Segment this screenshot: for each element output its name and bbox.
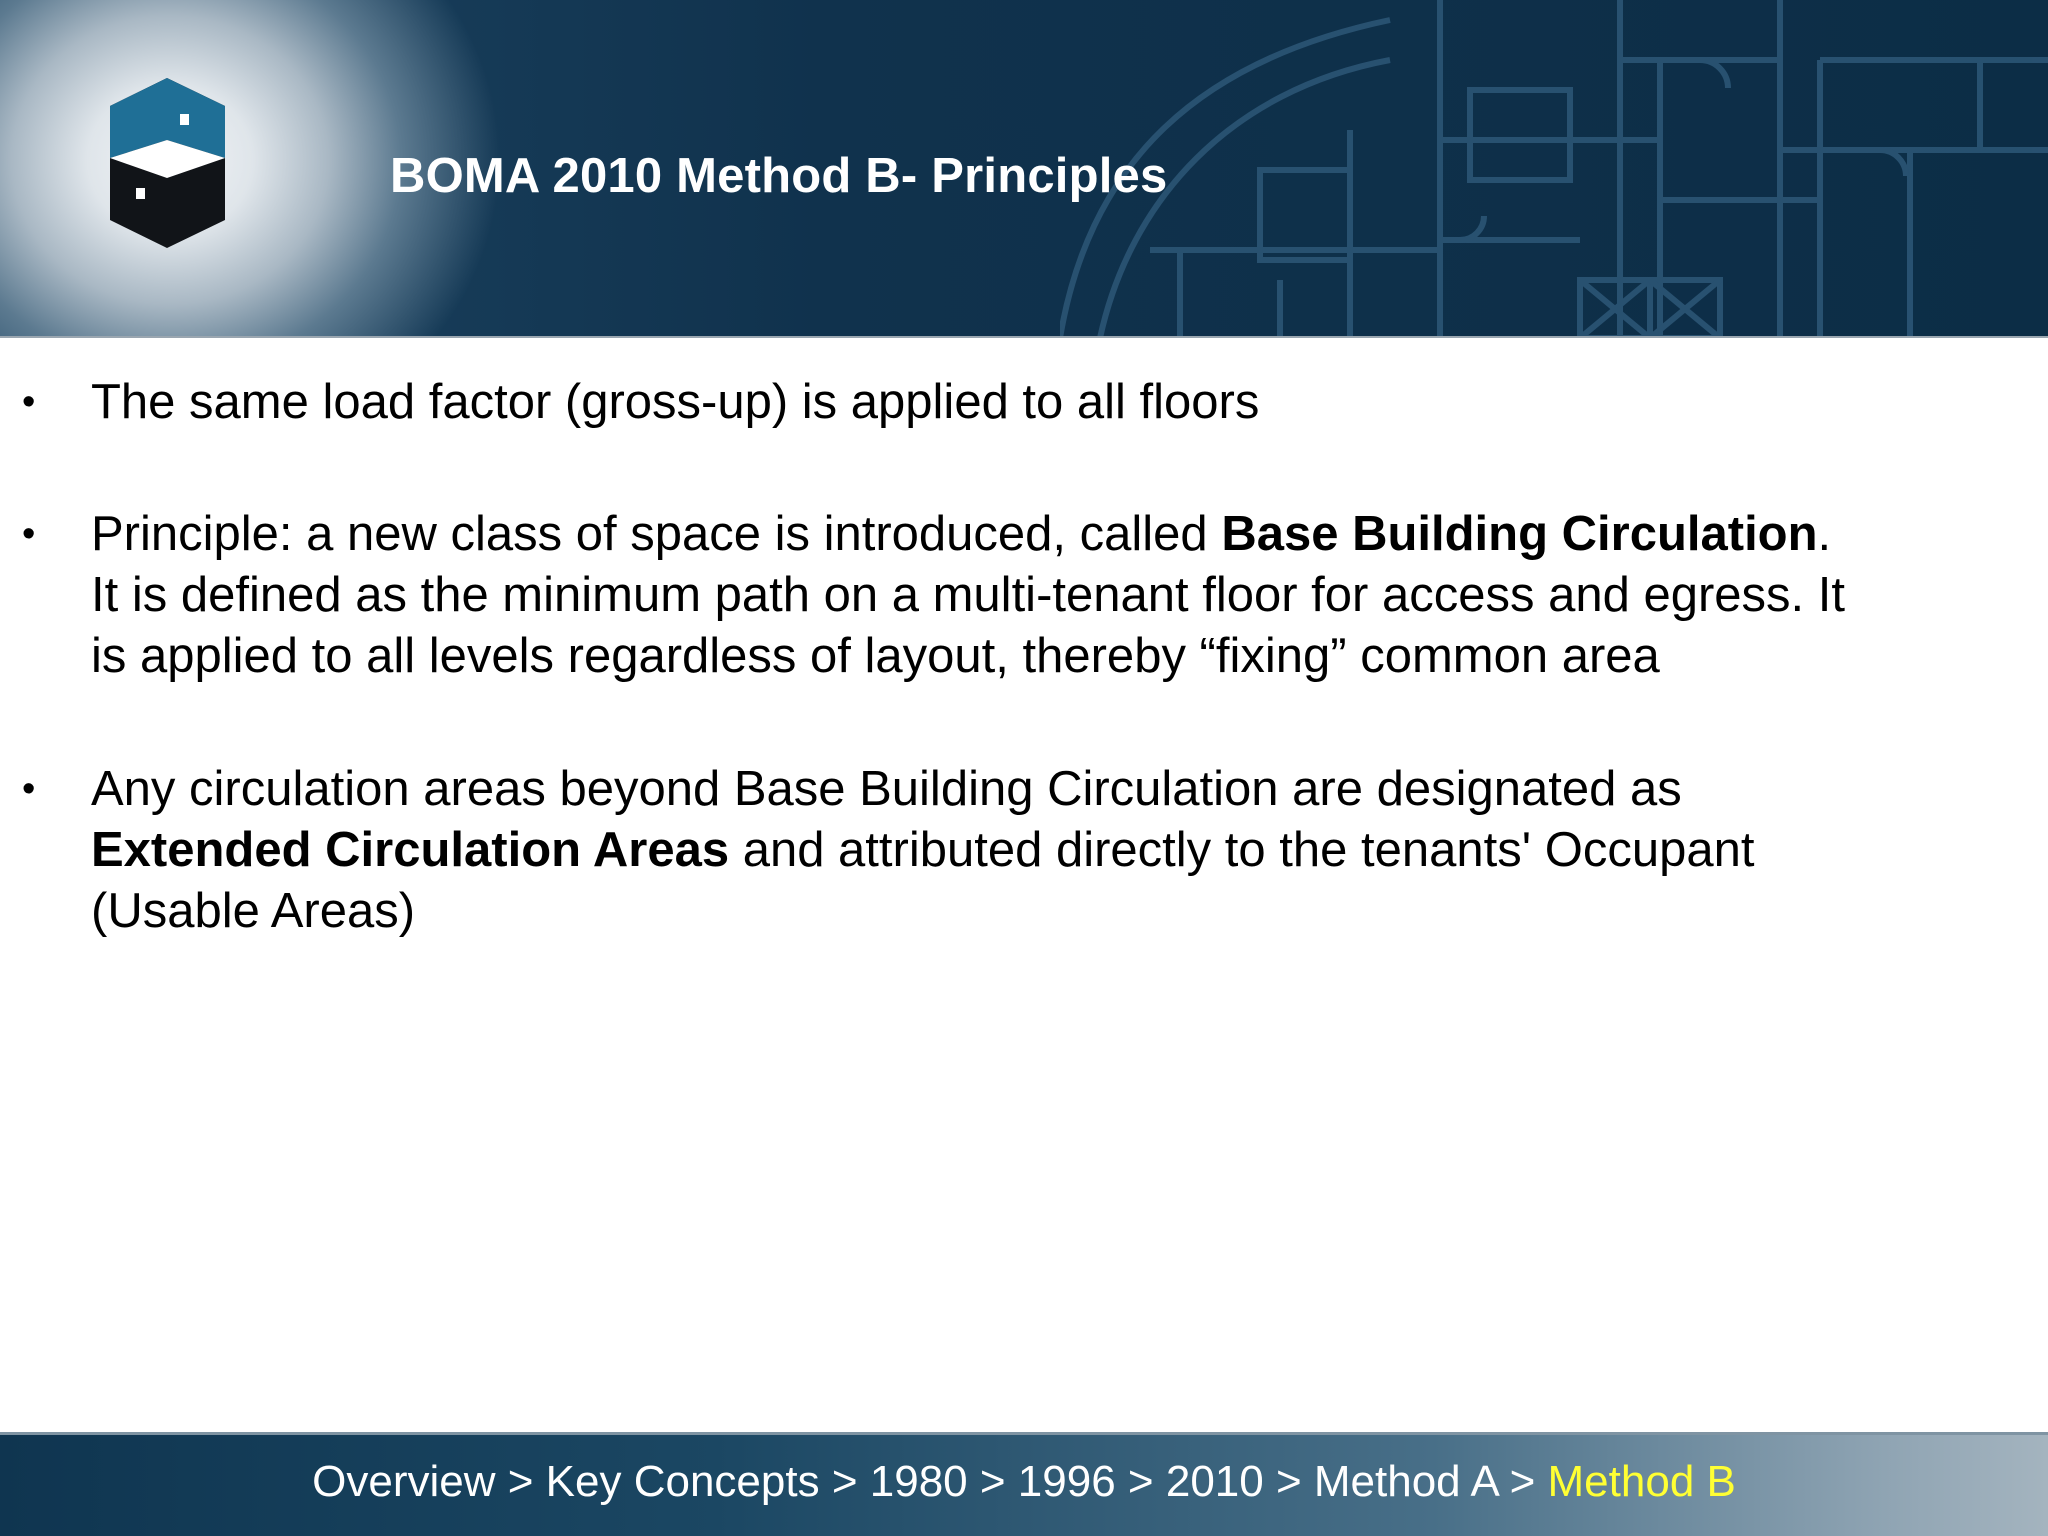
bullet-text <box>91 759 2041 942</box>
bullet-line: It is defined as the minimum path on a multi-tenant floor for access and egress. It <box>91 568 1845 622</box>
slide-title: BOMA 2010 Method B- Principles <box>390 149 1168 203</box>
bullet-text <box>91 504 2041 687</box>
bullet-text-span: Principle: a new class of space is introduced, called <box>91 507 1222 561</box>
bullet-line: (Usable Areas) <box>91 884 416 938</box>
breadcrumb-separator: > <box>967 1457 1018 1506</box>
company-logo <box>110 78 225 248</box>
breadcrumb-method-a[interactable]: Method A <box>1313 1457 1498 1506</box>
breadcrumb-2010[interactable]: 2010 <box>1165 1457 1264 1506</box>
bullet-text-span: and attributed directly to the tenants' Occupant <box>729 823 1755 877</box>
breadcrumb-separator: > <box>1115 1457 1166 1506</box>
breadcrumb-separator: > <box>495 1457 546 1506</box>
breadcrumb-separator: > <box>1263 1457 1314 1506</box>
breadcrumb-1980[interactable]: 1980 <box>869 1457 968 1506</box>
bullet-text-span: . <box>1817 507 1832 561</box>
bullet-line <box>91 504 2041 565</box>
bullet-line: is applied to all levels regardless of layout, thereby “fixing” common area <box>91 629 1660 683</box>
slide-footer <box>0 1432 2048 1536</box>
breadcrumb-method-b-current[interactable]: Method B <box>1547 1457 1736 1506</box>
bullet-text-span: The same load factor (gross-up) is applied to all floors <box>91 375 1260 429</box>
slide-header <box>0 0 2048 338</box>
bullet-icon: • <box>22 768 36 810</box>
bullet-bold-term: Base Building Circulation <box>1221 507 1818 561</box>
breadcrumb <box>0 1457 2048 1507</box>
bullet-icon: • <box>22 513 36 555</box>
bullet-text <box>91 372 2041 433</box>
blueprint-floorplan-graphic <box>1060 0 2048 338</box>
header-divider <box>0 336 2048 338</box>
breadcrumb-key-concepts[interactable]: Key Concepts <box>545 1457 820 1506</box>
breadcrumb-1996[interactable]: 1996 <box>1017 1457 1116 1506</box>
breadcrumb-separator: > <box>819 1457 870 1506</box>
bullet-line <box>91 820 2041 881</box>
bullet-icon: • <box>22 381 36 423</box>
bullet-bold-term: Extended Circulation Areas <box>91 823 730 877</box>
breadcrumb-separator: > <box>1497 1457 1548 1506</box>
breadcrumb-overview[interactable]: Overview <box>312 1457 496 1506</box>
bullet-line: Any circulation areas beyond Base Building Circulation are designated as <box>91 762 1682 816</box>
